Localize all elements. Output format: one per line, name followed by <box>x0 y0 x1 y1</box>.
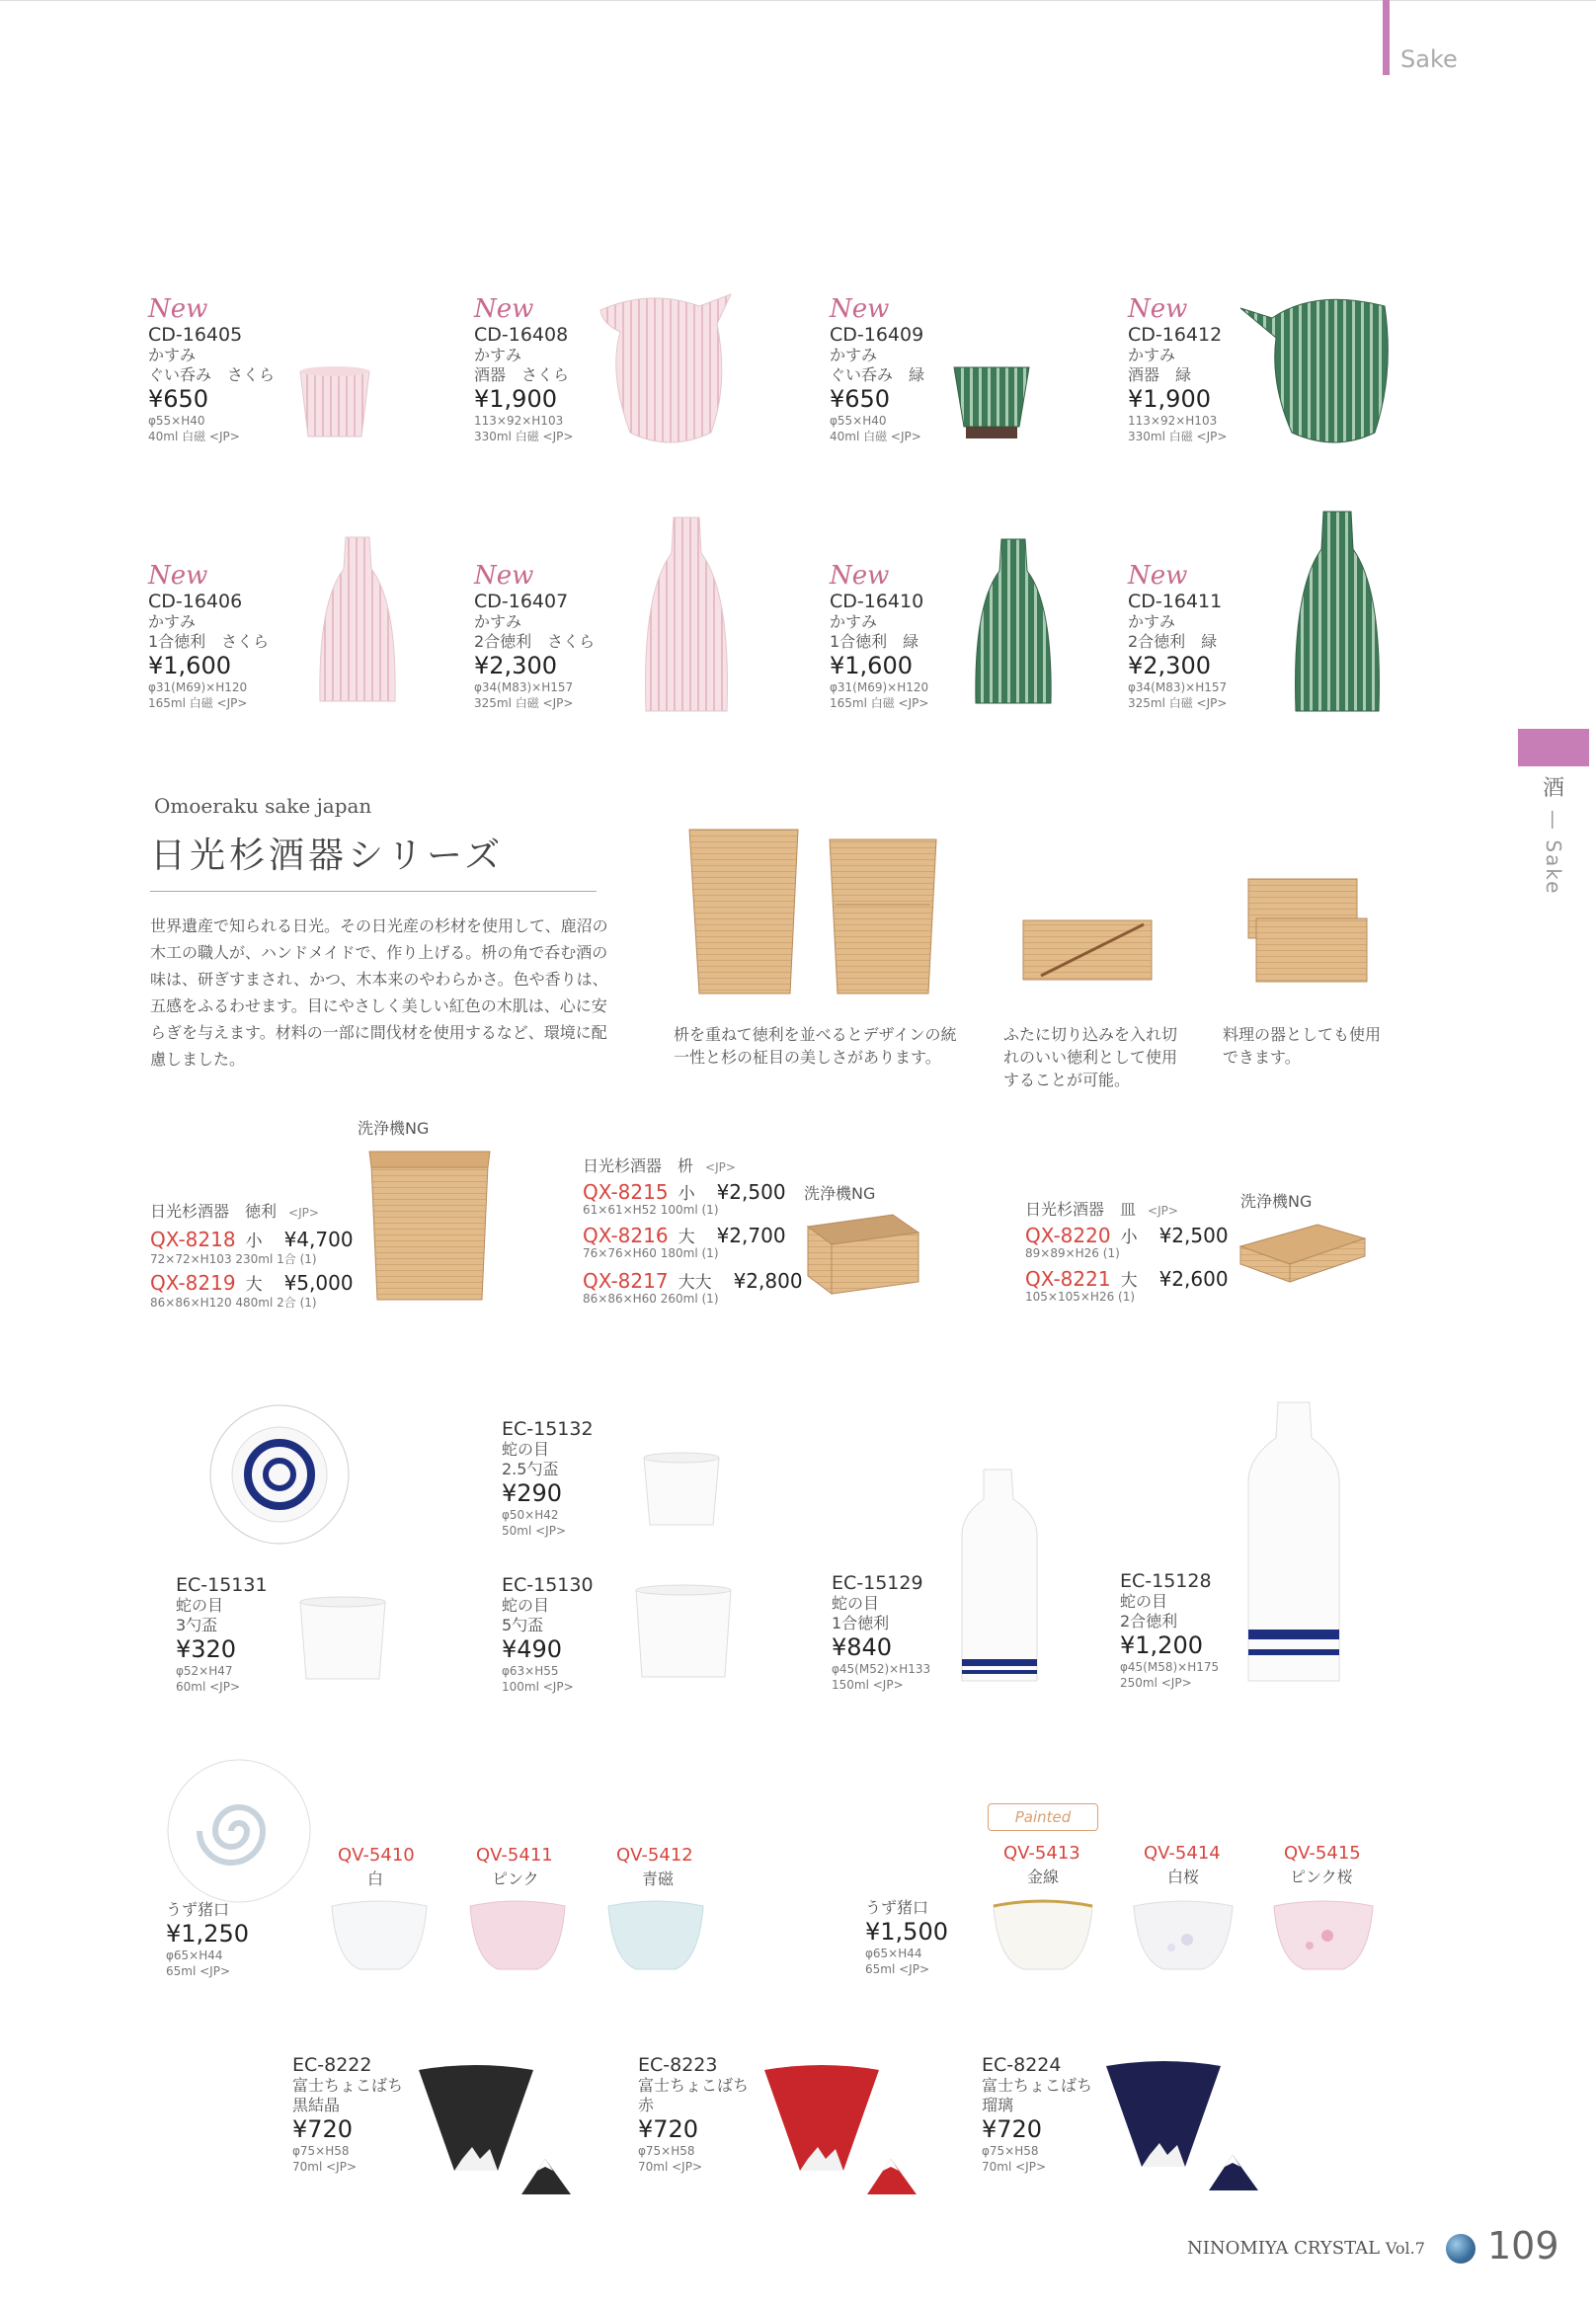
variant-name: 白桜 <box>1167 1868 1200 1886</box>
variant-code: QV-5410 <box>338 1845 415 1866</box>
product-ec-15131 <box>176 1574 268 1695</box>
product-price: ¥1,600 <box>830 652 913 679</box>
new-badge: New <box>830 561 890 591</box>
product-series: かすみ <box>830 346 878 364</box>
new-badge: New <box>1128 294 1188 324</box>
sara-title: 日光杉酒器 皿 <JP> <box>1025 1200 1178 1219</box>
variant-name: 青磁 <box>642 1869 675 1888</box>
side-tab-jp: 酒 <box>1542 776 1564 801</box>
product-price: ¥720 <box>982 2115 1043 2143</box>
white-cup-3shaku-image <box>296 1596 389 1685</box>
product-capacity: 70ml <JP> <box>292 2160 357 2174</box>
pink-tokkuri-small-image <box>316 533 399 711</box>
product-code: CD-16408 <box>474 324 569 346</box>
qx-8220-spec: 89×89×H26 (1) <box>1025 1246 1120 1260</box>
product-size: φ31(M69)×H120 <box>830 680 929 694</box>
product-size: φ45(M52)×H133 <box>832 1662 931 1676</box>
product-series: 富士ちょこばち <box>638 2076 750 2095</box>
product-capacity: 100ml <JP> <box>502 1680 574 1694</box>
product-code: EC-8223 <box>638 2054 718 2076</box>
product-series: かすみ <box>474 346 522 364</box>
variant-code: QV-5414 <box>1144 1843 1221 1864</box>
product-price: ¥1,200 <box>1120 1631 1203 1659</box>
product-capacity: 330ml 白磁 <JP> <box>1128 430 1228 443</box>
green-guinomi-image <box>952 361 1031 444</box>
product-name: 赤 <box>638 2096 655 2114</box>
janome-tokkuri-small-image <box>958 1466 1041 1687</box>
product-size: φ65×H44 <box>865 1947 922 1960</box>
product-price: ¥650 <box>148 385 209 413</box>
product-ec-8222 <box>292 2054 403 2175</box>
product-price: ¥1,900 <box>1128 385 1211 413</box>
product-name: ぐい呑み さくら <box>148 365 276 384</box>
product-code: CD-16406 <box>148 591 243 612</box>
variant-name: ピンク <box>492 1869 539 1888</box>
side-tab <box>1518 729 1589 766</box>
new-badge: New <box>148 561 208 591</box>
green-tokkuri-large-image <box>1292 508 1383 721</box>
product-series: 富士ちょこばち <box>292 2076 404 2095</box>
product-code: EC-15131 <box>176 1574 268 1596</box>
variant-code: QV-5411 <box>476 1845 553 1866</box>
qv-5411-cup-image <box>468 1896 567 1973</box>
product-name: 瑠璃 <box>982 2096 1014 2114</box>
product-ec-8223 <box>638 2054 749 2175</box>
product-series: 蛇の目 <box>502 1440 550 1459</box>
product-series: かすみ <box>1128 612 1176 631</box>
product-size: φ63×H55 <box>502 1664 559 1678</box>
product-size: 113×92×H103 <box>474 414 564 428</box>
product-size: φ31(M69)×H120 <box>148 680 248 694</box>
product-name: うず猪口 <box>166 1900 230 1919</box>
product-series: 富士ちょこばち <box>982 2076 1093 2095</box>
product-size: φ75×H58 <box>638 2144 695 2158</box>
product-name: 3勺盃 <box>176 1616 218 1634</box>
qx-8220-row: QX-8220 小 ¥2,500 <box>1025 1224 1229 1247</box>
product-code: EC-15132 <box>502 1418 594 1440</box>
product-code: EC-8224 <box>982 2054 1062 2076</box>
qv-5410-cup-image <box>330 1896 429 1973</box>
product-cd-16410 <box>830 561 928 711</box>
variant-name: 金線 <box>1027 1868 1060 1886</box>
caption-lid: ふたに切り込みを入れ切れのいい徳利として使用することが可能。 <box>1003 1025 1178 1089</box>
product-name: 酒器 緑 <box>1128 365 1192 384</box>
product-cd-16412 <box>1128 294 1227 444</box>
product-cd-16409 <box>830 294 924 444</box>
series-subtitle: Omoeraku sake japan <box>154 794 372 818</box>
product-capacity: 70ml <JP> <box>982 2160 1046 2174</box>
wood-tokkuri-image <box>367 1148 492 1306</box>
pink-sake-pitcher-image <box>591 284 739 452</box>
top-rule <box>0 0 1596 1</box>
janome-cup-top-view-image <box>207 1402 352 1547</box>
product-series: 蛇の目 <box>502 1596 550 1615</box>
product-ec-8224 <box>982 2054 1092 2175</box>
product-name: うず猪口 <box>865 1898 929 1917</box>
product-price: ¥1,500 <box>865 1918 948 1946</box>
masu-dish-image <box>1244 875 1369 986</box>
title-rule <box>150 891 597 892</box>
product-size: φ50×H42 <box>502 1508 559 1522</box>
product-name: 2合徳利 緑 <box>1128 632 1218 651</box>
qx-8216-row: QX-8216 大 ¥2,700 <box>583 1224 786 1247</box>
product-capacity: 330ml 白磁 <JP> <box>474 430 574 443</box>
product-capacity: 325ml 白磁 <JP> <box>474 696 574 710</box>
product-name: 2合徳利 さくら <box>474 632 596 651</box>
product-size: φ34(M83)×H157 <box>1128 680 1228 694</box>
uzu-choko-top-view-image <box>166 1758 312 1904</box>
footer-brand: NINOMIYA CRYSTAL Vol.7 <box>1187 2238 1425 2259</box>
product-capacity: 165ml 白磁 <JP> <box>830 696 929 710</box>
product-price: ¥2,300 <box>474 652 557 679</box>
caption-stacking: 枡を重ねて徳利を並べるとデザインの統一性と杉の柾目の美しさがあります。 <box>674 1025 957 1067</box>
uzu-choko-right <box>865 1898 948 1977</box>
variant-code: QV-5412 <box>616 1845 693 1866</box>
product-name: 2合徳利 <box>1120 1612 1178 1631</box>
product-capacity: 165ml 白磁 <JP> <box>148 696 248 710</box>
product-price: ¥840 <box>832 1633 893 1661</box>
qv-5413-cup-image <box>992 1896 1094 1973</box>
product-price: ¥1,250 <box>166 1920 249 1948</box>
fuji-red-cup-image <box>760 2064 928 2196</box>
product-capacity: 40ml 白磁 <JP> <box>148 430 240 443</box>
product-name: 2.5勺盃 <box>502 1460 559 1478</box>
wash-ng-note: 洗浄機NG <box>358 1119 430 1138</box>
globe-icon <box>1446 2234 1476 2264</box>
product-size: φ52×H47 <box>176 1664 233 1678</box>
section-label: Sake <box>1400 45 1458 73</box>
variant-code: QV-5413 <box>1003 1843 1080 1864</box>
product-capacity: 50ml <JP> <box>502 1524 566 1538</box>
product-price: ¥1,900 <box>474 385 557 413</box>
product-price: ¥320 <box>176 1635 237 1663</box>
product-series: かすみ <box>148 612 197 631</box>
fuji-ruri-cup-image <box>1102 2060 1270 2192</box>
product-size: φ34(M83)×H157 <box>474 680 574 694</box>
product-ec-15129 <box>832 1572 930 1693</box>
side-tab-label <box>1537 776 1570 895</box>
wash-ng-note-sara: 洗浄機NG <box>1240 1192 1313 1211</box>
product-series: 蛇の目 <box>1120 1592 1168 1611</box>
product-name: 酒器 さくら <box>474 365 570 384</box>
qx-8217-spec: 86×86×H60 260ml (1) <box>583 1292 719 1306</box>
product-capacity: 70ml <JP> <box>638 2160 702 2174</box>
qx-8221-spec: 105×105×H26 (1) <box>1025 1290 1136 1304</box>
janome-tokkuri-large-image <box>1244 1398 1343 1685</box>
product-series: かすみ <box>830 612 878 631</box>
qv-5415-cup-image <box>1272 1896 1375 1973</box>
pink-guinomi-image <box>298 365 371 444</box>
product-series: 蛇の目 <box>176 1596 224 1615</box>
pink-tokkuri-large-image <box>642 514 731 721</box>
product-size: 113×92×H103 <box>1128 414 1218 428</box>
uzu-choko-left <box>166 1900 249 1979</box>
product-name: ぐい呑み 緑 <box>830 365 925 384</box>
product-cd-16411 <box>1128 561 1227 711</box>
product-series: かすみ <box>1128 346 1176 364</box>
product-code: CD-16411 <box>1128 591 1223 612</box>
new-badge: New <box>474 561 534 591</box>
product-ec-15128 <box>1120 1570 1219 1691</box>
product-capacity: 40ml 白磁 <JP> <box>830 430 921 443</box>
product-capacity: 65ml <JP> <box>166 1964 230 1978</box>
product-cd-16406 <box>148 561 269 711</box>
product-name: 5勺盃 <box>502 1616 544 1634</box>
white-cup-small-image <box>640 1452 723 1531</box>
product-name: 1合徳利 緑 <box>830 632 919 651</box>
product-size: φ65×H44 <box>166 1949 223 1962</box>
product-name: 1合徳利 <box>832 1614 890 1632</box>
wood-plate-image <box>1238 1221 1367 1288</box>
product-name: 1合徳利 さくら <box>148 632 270 651</box>
product-ec-15130 <box>502 1574 594 1695</box>
product-code: EC-15129 <box>832 1572 923 1594</box>
new-badge: New <box>1128 561 1188 591</box>
qx-8219-row: QX-8219 大 ¥5,000 <box>150 1271 354 1295</box>
new-badge: New <box>148 294 208 324</box>
product-ec-15132 <box>502 1418 594 1539</box>
variant-code: QV-5415 <box>1284 1843 1361 1864</box>
caption-dish: 料理の器としても使用できます。 <box>1223 1025 1382 1067</box>
qv-5412-cup-image <box>606 1896 705 1973</box>
qx-8219-spec: 86×86×H120 480ml 2合 (1) <box>150 1296 317 1310</box>
variant-name: 白 <box>367 1869 384 1888</box>
white-cup-5shaku-image <box>632 1584 735 1683</box>
product-code: CD-16409 <box>830 324 924 346</box>
wood-masu-image <box>804 1213 920 1298</box>
product-capacity: 60ml <JP> <box>176 1680 240 1694</box>
side-tab-en: — Sake <box>1542 810 1565 896</box>
masu-title: 日光杉酒器 枡 <JP> <box>583 1156 736 1175</box>
product-cd-16405 <box>148 294 275 444</box>
product-price: ¥720 <box>292 2115 354 2143</box>
product-price: ¥490 <box>502 1635 563 1663</box>
product-code: CD-16405 <box>148 324 243 346</box>
product-size: φ55×H40 <box>830 414 887 428</box>
product-size: φ75×H58 <box>292 2144 350 2158</box>
green-sake-pitcher-image <box>1237 284 1395 452</box>
qx-8217-row: QX-8217 大大 ¥2,800 <box>583 1269 803 1293</box>
product-code: EC-15130 <box>502 1574 594 1596</box>
section-bar <box>1383 0 1390 75</box>
wash-ng-note-masu: 洗浄機NG <box>804 1184 876 1203</box>
product-price: ¥650 <box>830 385 891 413</box>
product-size: φ45(M58)×H175 <box>1120 1660 1220 1674</box>
qx-8221-row: QX-8221 大 ¥2,600 <box>1025 1267 1229 1291</box>
product-price: ¥720 <box>638 2115 699 2143</box>
product-capacity: 150ml <JP> <box>832 1678 904 1692</box>
product-series: かすみ <box>474 612 522 631</box>
fuji-black-cup-image <box>415 2064 583 2196</box>
product-code: CD-16410 <box>830 591 924 612</box>
variant-name: ピンク桜 <box>1290 1868 1353 1886</box>
new-badge: New <box>830 294 890 324</box>
product-cd-16407 <box>474 561 595 711</box>
product-capacity: 325ml 白磁 <JP> <box>1128 696 1228 710</box>
product-price: ¥290 <box>502 1479 563 1507</box>
product-capacity: 250ml <JP> <box>1120 1676 1192 1690</box>
qx-8215-spec: 61×61×H52 100ml (1) <box>583 1203 719 1217</box>
product-code: CD-16412 <box>1128 324 1223 346</box>
stacked-masu-image <box>687 826 940 1001</box>
product-series: 蛇の目 <box>832 1594 880 1613</box>
tokkuri-title: 日光杉酒器 徳利 <JP> <box>150 1202 319 1221</box>
product-capacity: 65ml <JP> <box>865 1962 929 1976</box>
qx-8215-row: QX-8215 小 ¥2,500 <box>583 1180 786 1204</box>
product-size: φ55×H40 <box>148 414 205 428</box>
painted-badge: Painted <box>988 1803 1098 1831</box>
masu-lid-image <box>1021 915 1154 986</box>
product-cd-16408 <box>474 294 573 444</box>
product-code: EC-8222 <box>292 2054 372 2076</box>
product-code: EC-15128 <box>1120 1570 1212 1592</box>
series-description: 世界遺産で知られる日光。その日光産の杉材を使用して、鹿沼の木工の職人が、ハンドメイドで、作り上げる。枡の角で呑む酒の味は、研ぎすまされ、かつ、木本来のやわらかさ。色や香りは、五感をふるわせます。目にやさしく美しい紅色の木肌は、心に安らぎを与えます。材料の一部に間伐材を使用するなど、環境に配慮しました。 <box>150 916 608 1069</box>
qx-8218-row: QX-8218 小 ¥4,700 <box>150 1228 354 1251</box>
page-number: 109 <box>1487 2224 1559 2267</box>
qv-5414-cup-image <box>1132 1896 1235 1973</box>
green-tokkuri-small-image <box>972 535 1055 713</box>
product-name: 黒結晶 <box>292 2096 341 2114</box>
new-badge: New <box>474 294 534 324</box>
series-title: 日光杉酒器シリーズ <box>150 835 505 876</box>
product-code: CD-16407 <box>474 591 569 612</box>
product-size: φ75×H58 <box>982 2144 1039 2158</box>
product-price: ¥2,300 <box>1128 652 1211 679</box>
product-price: ¥1,600 <box>148 652 231 679</box>
qx-8216-spec: 76×76×H60 180ml (1) <box>583 1246 719 1260</box>
product-series: かすみ <box>148 346 197 364</box>
qx-8218-spec: 72×72×H103 230ml 1合 (1) <box>150 1252 317 1266</box>
